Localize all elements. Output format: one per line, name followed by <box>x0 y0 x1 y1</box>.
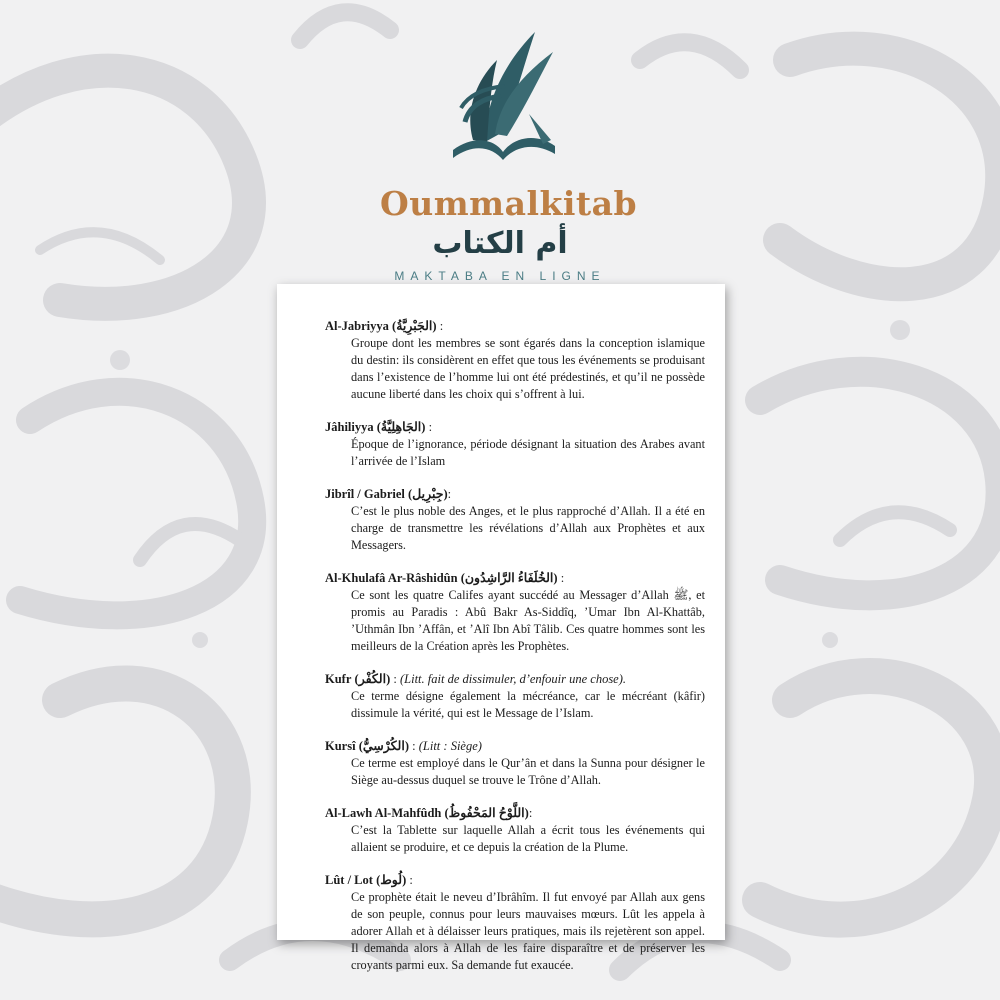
entry-suffix: : <box>436 319 444 333</box>
entry-term: Kufr <box>325 672 352 686</box>
glossary-entry <box>325 671 705 722</box>
entry-term-line <box>325 805 705 821</box>
glossary-entry <box>325 570 705 655</box>
entry-definition: Ce terme désigne également la mécréance, car le mécréant (kâfir) dissimule la vérité, qui est le Message de l’Islam. <box>351 689 705 720</box>
entry-definition: Ce prophète était le neveu d’Ibrâhîm. Il fut envoyé par Allah aux gens de son peuple, connus pour leurs mauvaises mœurs. Lût les appela à adorer Allah et à délaisser leurs pratiques, mais ils rejetèrent son appel. Il demanda alors à Allah de les faire disparaître et de préserver les croyants parmi eux. Sa demande fut exaucée. <box>351 890 705 972</box>
entry-note: (Litt. fait de dissimuler, d’enfouir une chose). <box>400 672 627 686</box>
entry-suffix: : <box>390 672 400 686</box>
entry-term-line <box>325 671 705 687</box>
entry-suffix: : <box>557 571 565 585</box>
glossary-entry <box>325 419 705 470</box>
entry-suffix: : <box>409 739 419 753</box>
brand-name: Oummalkitab <box>380 184 638 223</box>
entry-note: (Litt : Siège) <box>418 739 482 753</box>
brand-arabic-name: أم الكتاب <box>432 226 568 261</box>
entry-term: Jâhiliyya <box>325 420 374 434</box>
entry-definition: Groupe dont les membres se sont égarés dans la conception islamique du destin: ils considèrent en effet que tous les événements se produisant dans l’existence de l’homme lui ont été prédestinés, et qu’il ne possède aucune liberté dans les choix qui s’offrent à lui. <box>351 336 705 401</box>
entry-definition: Ce sont les quatre Califes ayant succédé au Messager d’Allah ﷺ, et promis au Paradis : Abû Bakr As-Siddîq, ’Umar Ibn Al-Khattâb, ’Uthmân Ibn ’Affân, et ’Alî Ibn Abî Tâlib. Ces quatre hommes sont les meilleurs de la Création après les Prophètes. <box>351 588 706 653</box>
document-page <box>277 284 725 972</box>
entry-term-line <box>325 570 705 586</box>
glossary-entry <box>325 872 705 974</box>
entry-definition: Ce terme est employé dans le Qur’ân et dans la Sunna pour désigner le Siège au-dessus duquel se trouve le Trône d’Allah. <box>351 756 705 787</box>
entry-term: Lût / Lot <box>325 873 373 887</box>
entry-term-line <box>325 872 705 888</box>
entry-arabic: (الكُرْسِيُّ) <box>358 739 410 753</box>
entry-term-line <box>325 419 705 435</box>
entry-arabic: (الخُلَفَاءُ الرَّاشِدُون) <box>460 571 558 585</box>
glossary-entry <box>325 318 705 403</box>
entry-arabic: (اللَّوْحُ المَحْفُوظُ) <box>444 806 529 820</box>
entry-definition: C’est le plus noble des Anges, et le plus rapproché d’Allah. Il a été en charge de transmettre les révélations d’Allah aux Prophètes et aux Messagers. <box>351 504 705 552</box>
entry-term-line <box>325 738 705 754</box>
entry-term: Al-Lawh Al-Mahfûdh <box>325 806 442 820</box>
glossary-entry <box>325 486 705 554</box>
entry-term: Jibrîl / Gabriel <box>325 487 405 501</box>
entry-suffix: : <box>425 420 433 434</box>
entry-term-line <box>325 318 705 334</box>
glossary-entry <box>325 738 705 789</box>
entry-arabic: (جِبْرِيل) <box>407 487 448 501</box>
entry-suffix: : <box>406 873 413 887</box>
brand-logo <box>380 22 638 283</box>
entry-arabic: (الجَاهِلِيَّةُ) <box>376 420 426 434</box>
quill-and-open-book-icon <box>425 22 575 172</box>
entry-term: Kursî <box>325 739 356 753</box>
glossary-entry <box>325 805 705 856</box>
entry-arabic: (لُوط) <box>376 873 407 887</box>
entry-arabic: (الجَبْرِيَّةُ) <box>392 319 437 333</box>
entry-term-line <box>325 486 705 502</box>
entry-term: Al-Jabriyya <box>325 319 389 333</box>
entry-suffix: : <box>528 806 533 820</box>
entry-arabic: (الكُفْر) <box>354 672 391 686</box>
entry-definition: C’est la Tablette sur laquelle Allah a écrit tous les événements qui allaient se produire, et ce depuis la création de la Plume. <box>351 823 705 854</box>
entry-suffix: : <box>447 487 452 501</box>
entry-term: Al-Khulafâ Ar-Râshidûn <box>325 571 458 585</box>
brand-tagline: MAKTABA EN LIGNE <box>394 269 606 283</box>
entry-definition: Époque de l’ignorance, période désignant la situation des Arabes avant l’arrivée de l’Islam <box>351 437 705 468</box>
